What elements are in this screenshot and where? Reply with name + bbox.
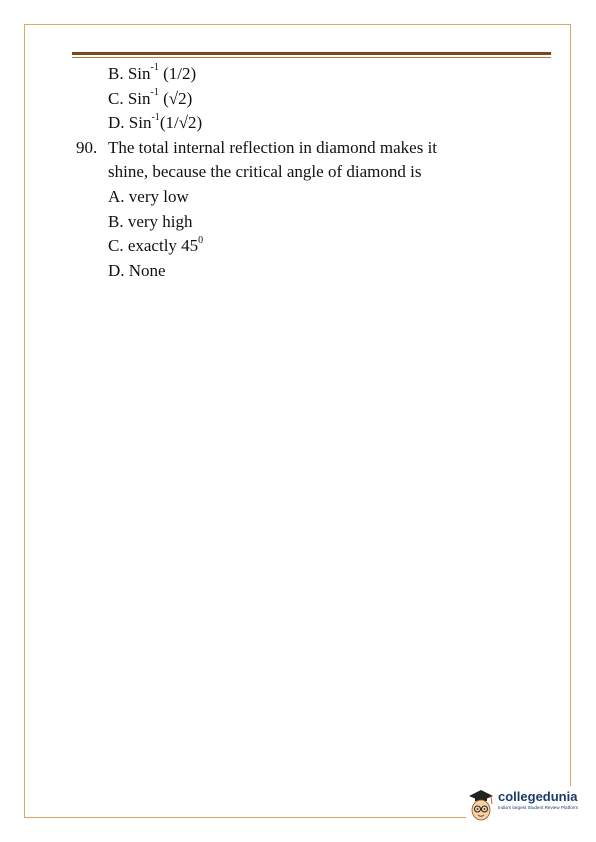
question-number: 90. [76, 137, 98, 157]
option-c: C. exactly $45^0$ [108, 234, 204, 256]
prev-option-d: D. Sin$^{-1}$(1/√2) [108, 111, 203, 133]
brand-logo [466, 786, 590, 826]
brand-text [498, 790, 578, 812]
header-rule [72, 52, 551, 55]
option-b: B. very high [108, 211, 193, 231]
header-rule-thin [72, 57, 551, 58]
question-text: The total internal reflection in diamond makes it shine, because the critical angle of diamond is [108, 137, 438, 182]
brand-name: collegedunia [498, 789, 578, 804]
brand-tagline: India's largest Student Review Platform [498, 805, 579, 810]
graduate-mascot-icon [466, 786, 496, 824]
option-d: D. None [108, 260, 166, 280]
option-a: A. very low [108, 186, 189, 206]
prev-option-b: B. Sin$^{-1}$ (1/2) [108, 62, 197, 83]
footer-rule [24, 817, 454, 818]
question-90 [76, 136, 536, 185]
question-content [76, 62, 536, 283]
prev-option-c: C. Sin$^{-1}$ (√2) [108, 86, 193, 108]
